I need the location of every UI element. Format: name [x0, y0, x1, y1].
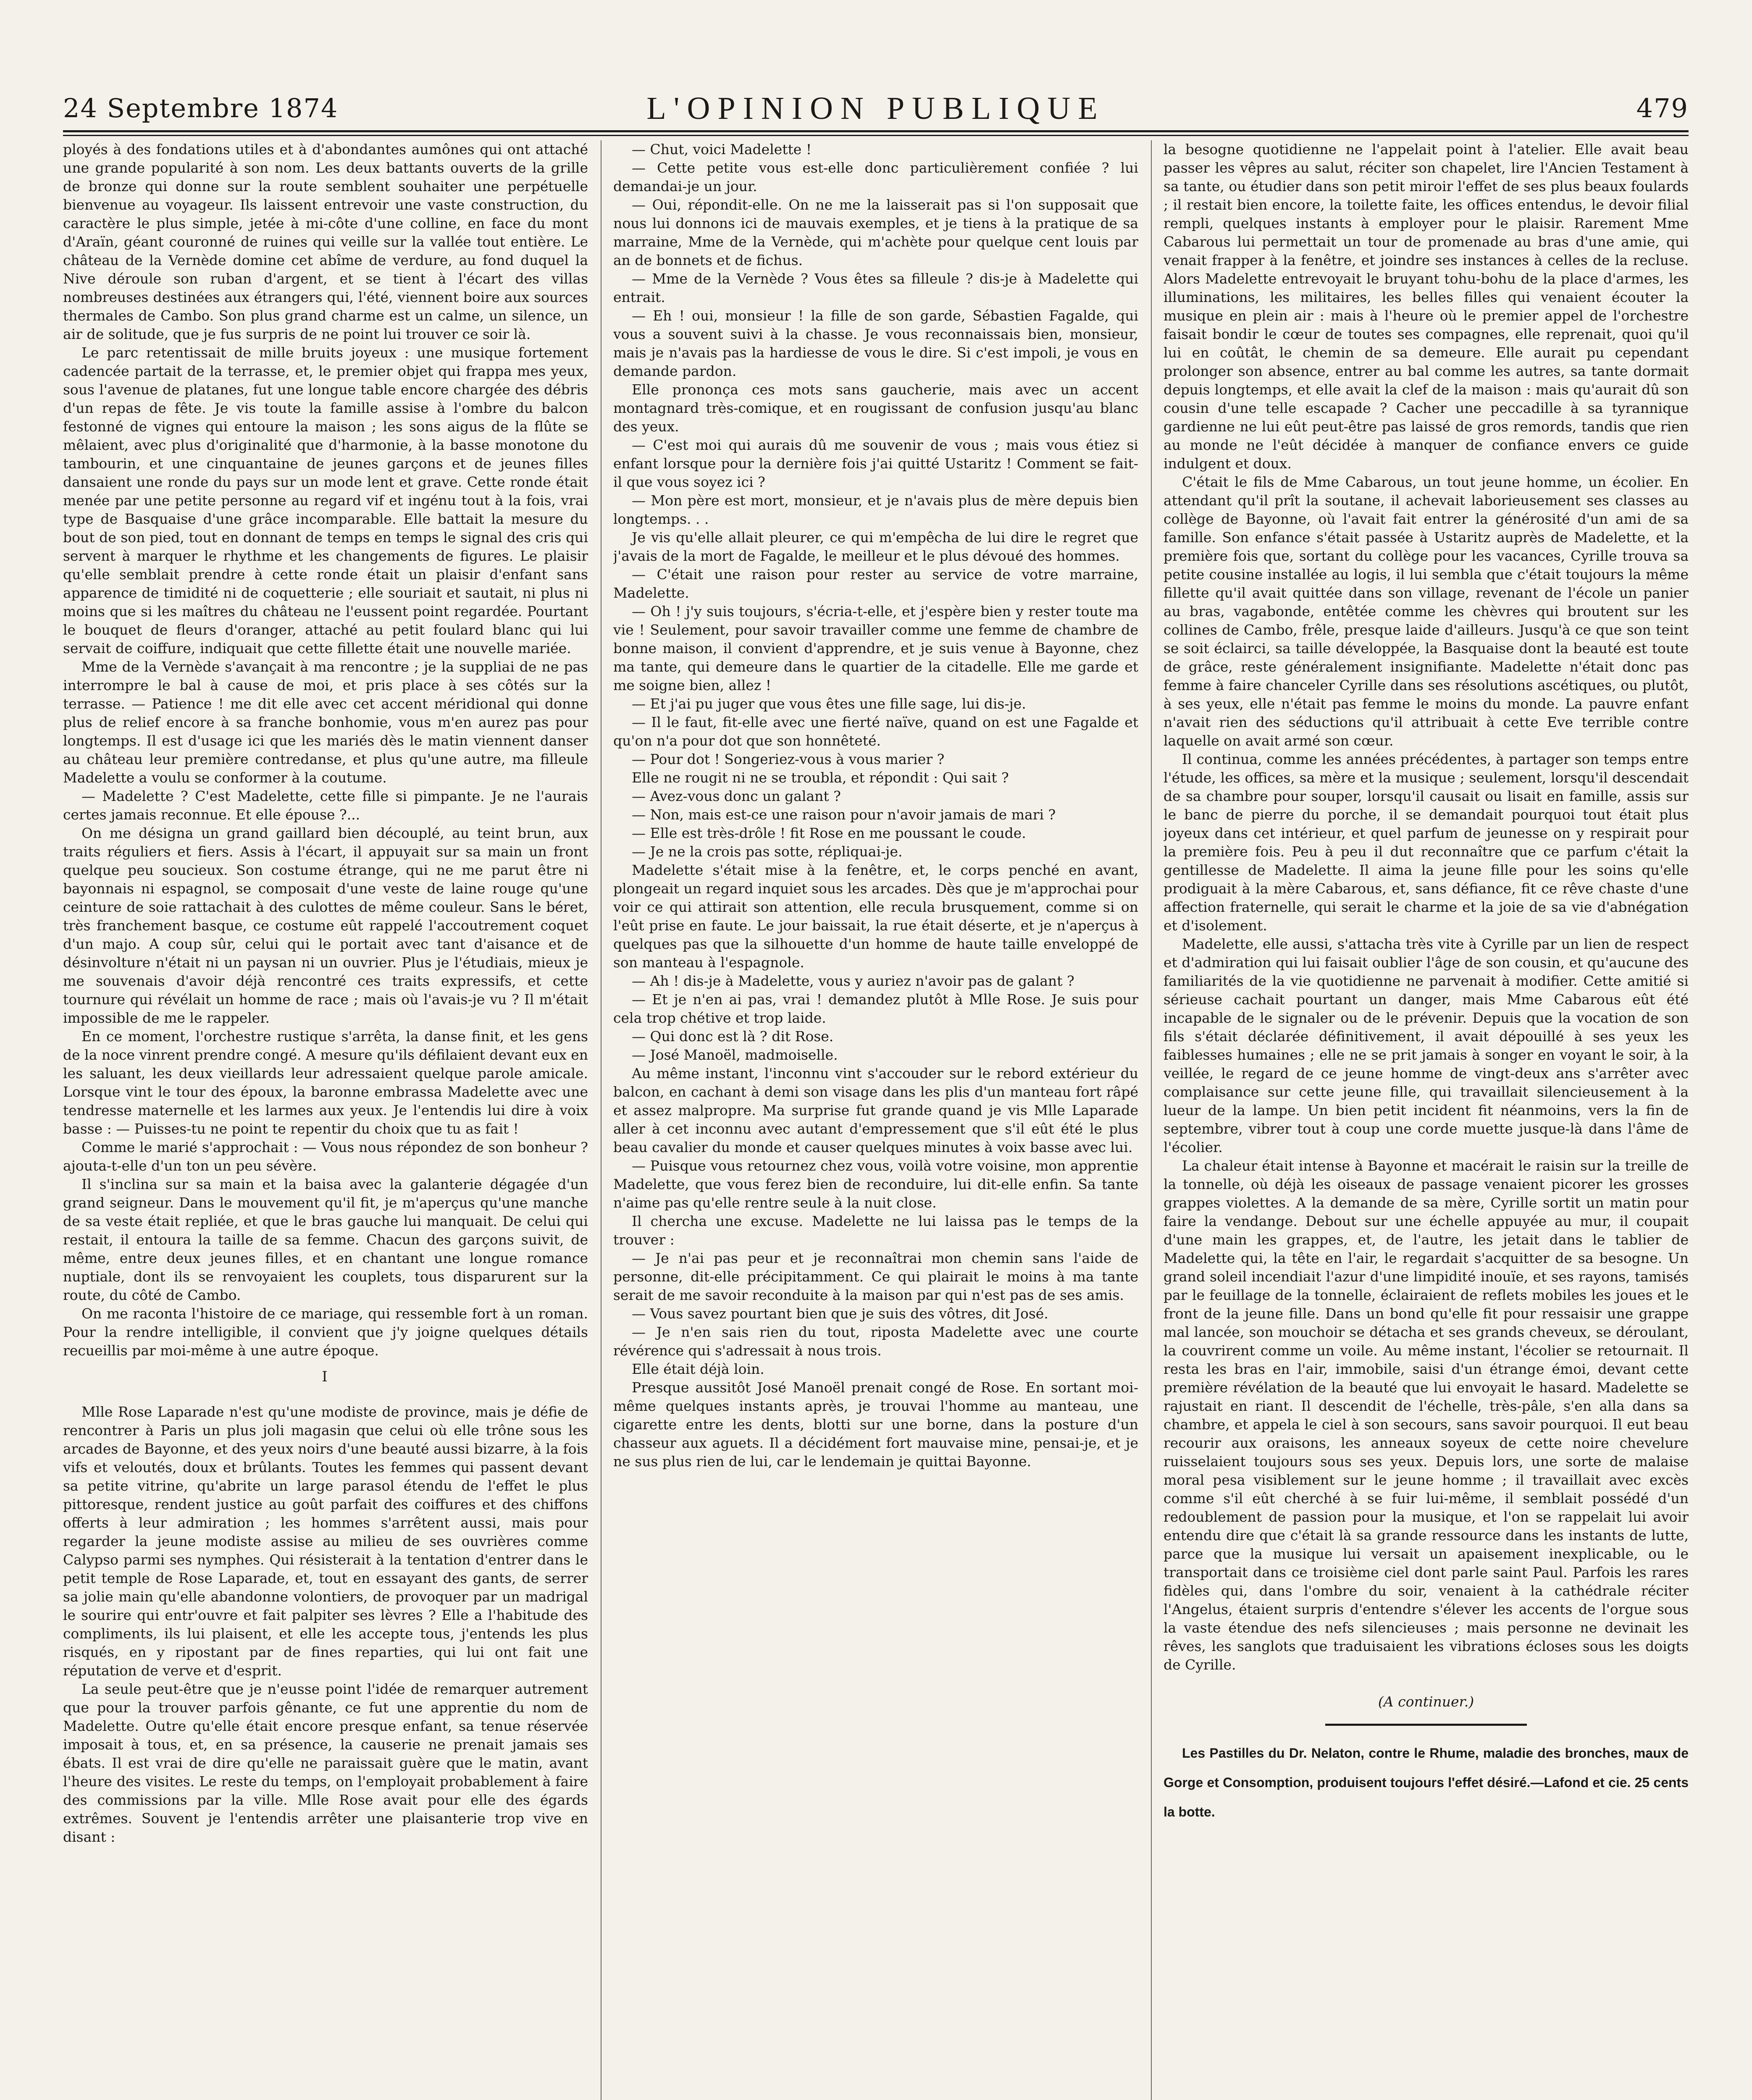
paragraph: On me désigna un grand gaillard bien découplé, au teint brun, aux traits réguliers et fiers. Assis à l'écart, il appuyait sur sa main un front quelque peu soucieux. Son costume étrange, qui ne me parut être ni bayonnais ni espagnol, se composait d'une veste de laine rouge qu'une ceinture de soie rattachait à des culottes de même couleur. Sans le béret, très franchement basque, ce costume eût rappelé l'accoutrement coquet d'un majo. A coup sûr, celui qui le portait avec tant d'aisance et de désinvolture n'était ni un paysan ni un ouvrier. Plus je l'étudiais, mieux je me souvenais d'avoir déjà rencontré ces traits expressifs, et cette tournure qui révélait un homme de race ; mais où l'avais-je vu ? Il m'était impossible de me le rappeler.: [63, 825, 588, 1026]
paragraph: — C'est moi qui aurais dû me souvenir de vous ; mais vous étiez si enfant lorsque pour la dernière fois j'ai quitté Ustaritz ! Comment se fait-il que vous soyez ici ?: [613, 437, 1138, 490]
paragraph: Elle ne rougit ni ne se troubla, et répondit : Qui sait ?: [632, 769, 1009, 786]
chapter-number: I: [322, 1368, 329, 1385]
paragraph: Au même instant, l'inconnu vint s'accouder sur le rebord extérieur du balcon, en cachant à demi son visage dans les plis d'un manteau fort râpé et assez malpropre. Ma surprise fut grande quand je vis Mlle Laparade aller à cet inconnu avec autant d'empressement que s'il eût été le plus beau cavalier du monde et causer quelques minutes à voix basse avec lui.: [613, 1065, 1138, 1155]
paragraph: — Cette petite vous est-elle donc particulièrement confiée ? lui demandai-je un jour.: [613, 160, 1138, 194]
paragraph: Il chercha une excuse. Madelette ne lui laissa pas le temps de la trouver :: [613, 1213, 1138, 1248]
paragraph: Il continua, comme les années précédentes, à partager son temps entre l'étude, les offices, sa mère et la musique ; seulement, lorsqu'il descendait de sa chambre pour souper, lorsqu'il causait ou lisait en famille, assis sur le banc de pierre du porche, il se demandait pourquoi tout était plus joyeux dans cet intérieur, et quel parfum de jeunesse on y respirait pour la première fois. Peu à peu il dut reconnaître que ce parfum c'était la gentillesse de Madelette. Il aima la jeune fille pour les soins qu'elle prodiguait à la mère Cabarous, et, sans défiance, fit ce rêve chaste d'une affection fraternelle, qui serait le charme et la joie de sa vie d'abnégation et d'isolement.: [1164, 751, 1689, 934]
column-1: [63, 140, 588, 2100]
paragraph: La seule peut-être que je n'eusse point l'idée de remarquer autrement que pour la trouver parfois gênante, ce fut une apprentie du nom de Madelette. Outre qu'elle était encore presque enfant, sa tenue réservée imposait à tous, et, en sa présence, la causerie ne prenait jamais ses ébats. Il est vrai de dire qu'elle ne paraissait guère que le matin, avant l'heure des visites. Le reste du temps, on l'employait probablement à faire des commissions par la ville. Mlle Rose avait pour elle des égards extrêmes. Souvent je l'entendis arrêter une plaisanterie trop vive en disant :: [63, 1681, 588, 1845]
paragraph: — Et je n'en ai pas, vrai ! demandez plutôt à Mlle Rose. Je suis pour cela trop chétive et trop laide.: [613, 991, 1138, 1026]
to-be-continued: (A continuer.): [1378, 1693, 1474, 1710]
paragraph: Mlle Rose Laparade n'est qu'une modiste de province, mais je défie de rencontrer à Paris un plus joli magasin que celui où elle trône sous les arcades de Bayonne, et des yeux noirs d'une beauté aussi bizarre, à la fois vifs et veloutés, doux et brûlants. Toutes les femmes qui passent devant sa petite vitrine, qu'abrite un large parasol étendu de l'effet le plus pittoresque, rendent justice au goût parfait des coiffures et des chiffons offerts à leur admiration ; les hommes s'arrêtent aussi, mais pour regarder la jeune modiste assise au milieu de ses ouvrières comme Calypso parmi ses nymphes. Qui résisterait à la tentation d'entrer dans le petit temple de Rose Laparade, et, tout en essayant des gants, de serrer sa jolie main qu'elle abandonne volontiers, de provoquer par un madrigal le sourire qui entr'ouvre et fait palpiter ses lèvres ? Elle a l'habitude des compliments, ils lui plaisent, et elle les accepte tous, j'entends les plus risqués, en y ripostant par de fines reparties, qui lui ont fait une réputation de verve et d'esprit.: [63, 1404, 588, 1679]
paragraph: — Oh ! j'y suis toujours, s'écria-t-elle, et j'espère bien y rester toute ma vie ! Seulement, pour savoir travailler comme une femme de chambre de bonne maison, il convient d'apprendre, et je suis venue à Bayonne, chez ma tante, qui demeure dans le quartier de la citadelle. Elle me garde et me soigne bien, allez !: [613, 603, 1138, 693]
paragraph: ployés à des fondations utiles et à d'abondantes aumônes qui ont attaché une grande popularité à son nom. Les deux battants ouverts de la grille de bronze qui donne sur la route semblent souhaiter une perpétuelle bienvenue au voyageur. Ils laissent entrevoir une vaste construction, du caractère le plus simple, jetée à mi-côte d'une colline, en face du mont d'Araïn, géant couronné de ruines qui veille sur la vallée tout entière. Le château de la Vernède domine cet abîme de verdure, au fond duquel la Nive déroule son ruban d'argent, et se tient à l'écart des villas nombreuses destinées aux étrangers qui, l'été, viennent boire aux sources thermales de Cambo. Son plus grand charme est un calme, un silence, un air de solitude, que je fus surpris de ne point lui trouver ce soir là.: [63, 141, 588, 342]
column-divider: [601, 140, 602, 2100]
paragraph: — Elle est très-drôle ! fit Rose en me poussant le coude.: [632, 825, 1026, 841]
paragraph: — Je ne la crois pas sotte, répliquai-je.: [632, 843, 903, 860]
paragraph: — Pour dot ! Songeriez-vous à vous marier ?: [632, 751, 945, 767]
paragraph: — Et j'ai pu juger que vous êtes une fille sage, lui dis-je.: [632, 696, 1026, 712]
paragraph: — Eh ! oui, monsieur ! la fille de son garde, Sébastien Fagalde, qui vous a souvent suivi à la chasse. Je vous reconnaissais bien, monsieur, mais je n'avais pas la hardiesse de vous le dire. Si c'est impoli, je vous en demande pardon.: [613, 307, 1138, 379]
paragraph: Madelette s'était mise à la fenêtre, et, le corps penché en avant, plongeait un regard inquiet sous les arcades. Dès que je m'approchai pour voir ce qui attirait son attention, elle recula brusquement, comme si on l'eût prise en faute. Le jour baissait, la rue était déserte, et je n'aperçus à quelques pas que la silhouette d'un homme de haute taille enveloppé de son manteau à l'espagnole.: [613, 862, 1138, 971]
paragraph: — Qui donc est là ? dit Rose.: [632, 1028, 834, 1045]
newspaper-title: L'OPINION PUBLIQUE: [646, 91, 1105, 126]
paragraph: — Madelette ? C'est Madelette, cette fille si pimpante. Je ne l'aurais certes jamais reconnue. Et elle épouse ?...: [63, 788, 588, 823]
header-rule: [63, 135, 1689, 136]
paragraph: Je vis qu'elle allait pleurer, ce qui m'empêcha de lui dire le regret que j'avais de la mort de Fagalde, le meilleur et le plus dévoué des hommes.: [613, 529, 1138, 564]
paragraph: Elle prononça ces mots sans gaucherie, mais avec un accent montagnard très-comique, et en rougissant de confusion jusqu'au blanc des yeux.: [613, 381, 1138, 435]
paragraph: — Ah ! dis-je à Madelette, vous y auriez n'avoir pas de galant ?: [632, 973, 1074, 989]
column-divider: [1151, 140, 1152, 2100]
paragraph: On me raconta l'histoire de ce mariage, qui ressemble fort à un roman. Pour la rendre intelligible, il convient que j'y joigne quelques détails recueillis par moi-même à une autre époque.: [63, 1305, 588, 1359]
paragraph: Presque aussitôt José Manoël prenait congé de Rose. En sortant moi-même quelques instants après, je trouvai l'homme au manteau, une cigarette entre les dents, blotti sur une borne, dans la posture d'un chasseur aux aguets. Il a décidément fort mauvaise mine, pensai-je, et je ne sus plus rien de lui, car le lendemain je quittai Bayonne.: [613, 1379, 1138, 1470]
paragraph: C'était le fils de Mme Cabarous, un tout jeune homme, un écolier. En attendant qu'il prît la soutane, il achevait laborieusement ses classes au collège de Bayonne, où l'avait fait entrer la générosité d'un ami de sa famille. Son enfance s'était passée à Ustaritz auprès de Madelette, et la première fois que, sortant du collège pour les vacances, Cyrille trouva sa petite cousine installée au logis, il lui sembla que c'était toujours la même fillette qu'il avait quittée dans son village, revenant de l'école un panier au bras, vagabonde, entêtée comme les chèvres qui broutent sur les collines de Cambo, frêle, presque laide d'ailleurs. Jusqu'à ce que son teint se soit éclairci, sa taille développée, la Basquaise dont la beauté est toute de grâce, reste généralement insignifiante. Madelette n'était donc pas femme à faire chanceler Cyrille dans ses résolutions ascétiques, ou plutôt, à ses yeux, elle n'était pas femme le moins du monde. La pauvre enfant n'avait rien des séductions qu'il attribuait à cette Eve terrible contre laquelle on avait armé son cœur.: [1164, 474, 1689, 749]
paragraph: Madelette, elle aussi, s'attacha très vite à Cyrille par un lien de respect et d'admiration qui lui faisait oublier l'âge de son cousin, et qu'aucune des familiarités de la vie quotidienne ne parvenait à modifier. Cette amitié si sérieuse cachait pourtant un danger, mais Mme Cabarous eût été incapable de le signaler ou de le prévenir. Depuis que la vocation de son fils s'était déclarée définitivement, il avait dépouillé à ses yeux les faiblesses humaines ; elle ne se prit jamais à songer en voyant le soir, à la veillée, le regard de ce jeune homme de vingt-deux ans s'arrêter avec complaisance sur cette jeune fille, qui travaillait silencieusement à la lueur de la lampe. Un bien petit incident fit néanmoins, vers la fin de septembre, vibrer tout à coup une corde muette jusque-là dans l'âme de l'écolier.: [1164, 936, 1689, 1155]
paragraph: — C'était une raison pour rester au service de votre marraine, Madelette.: [613, 566, 1138, 601]
paragraph: — Puisque vous retournez chez vous, voilà votre voisine, mon apprentie Madelette, que vous ferez bien de reconduire, lui dit-elle enfin. Sa tante n'aime pas qu'elle rentre seule à la nuit close.: [613, 1158, 1138, 1211]
paragraph: Elle était déjà loin.: [632, 1361, 764, 1377]
paragraph: Il s'inclina sur sa main et la baisa avec la galanterie dégagée d'un grand seigneur. Dans le mouvement qu'il fit, je m'aperçus qu'une manche de sa veste était repliée, et que le bras gauche lui manquait. De celui qui restait, il entoura la taille de sa femme. Chacun des garçons suivit, de même, entre deux jeunes filles, et en chantant une longue romance nuptiale, dont ils se renvoyaient les couplets, tous disparurent sur la route, du côté de Cambo.: [63, 1176, 588, 1303]
paragraph: Comme le marié s'approchait : — Vous nous répondez de son bonheur ? ajouta-t-elle d'un ton un peu sévère.: [63, 1139, 588, 1174]
paragraph: — Non, mais est-ce une raison pour n'avoir jamais de mari ?: [632, 806, 1056, 823]
article-columns: [63, 140, 1689, 2100]
paragraph: — Mme de la Vernède ? Vous êtes sa filleule ? dis-je à Madelette qui entrait.: [613, 270, 1138, 305]
column-3: [1164, 140, 1689, 2100]
page-number: 479: [1636, 93, 1689, 123]
column-2: [613, 140, 1138, 2100]
paragraph: — Il le faut, fit-elle avec une fierté naïve, quand on est une Fagalde et qu'on n'a pour dot que son honnêteté.: [613, 714, 1138, 749]
paragraph: En ce moment, l'orchestre rustique s'arrêta, la danse finit, et les gens de la noce vinrent prendre congé. A mesure qu'ils défilaient devant eux en les saluant, les deux vieillards leur adressaient quelque parole amicale. Lorsque vint le tour des époux, la baronne embrassa Madelette avec une tendresse maternelle et les larmes aux yeux. Je l'entendis lui dire à voix basse : — Puisses-tu ne point te repentir du choix que tu as fait !: [63, 1028, 588, 1137]
advert-separator: [1325, 1724, 1527, 1726]
paragraph: — Je n'en sais rien du tout, riposta Madelette avec une courte révérence qui s'adressait à nous trois.: [613, 1324, 1138, 1359]
paragraph: — Chut, voici Madelette !: [632, 141, 812, 158]
advertisement: Les Pastilles du Dr. Nelaton, contre le Rhume, maladie des bronches, maux de Gorge et Consomption, produisent toujours l'effet désiré.—Lafond et cie. 25 cents la botte.: [1164, 1746, 1689, 1819]
paragraph: — Vous savez pourtant bien que je suis des vôtres, dit José.: [632, 1305, 1048, 1322]
issue-date: 24 Septembre 1874: [63, 93, 339, 123]
paragraph: la besogne quotidienne ne l'appelait point à l'atelier. Elle avait beau passer les vêpres au salut, réciter son chapelet, lire l'Ancien Testament à sa tante, ou étudier dans son petit miroir l'effet de ses plus beaux foulards ; il restait bien encore, la toilette faite, les offices entendus, le devoir filial rempli, quelques instants à employer pour le plaisir. Rarement Mme Cabarous lui permettait un tour de promenade au bras d'une amie, qui venait frapper à la fenêtre, et joindre ses instances à celles de la recluse. Alors Madelette entrevoyait le bruyant tohu-bohu de la place d'armes, les illuminations, les militaires, les belles filles qui venaient écouter la musique en plein air : mais à l'heure où le premier appel de l'orchestre faisait bondir le cœur de toutes ses compagnes, elle reprenait, quoi qu'il lui en coûtât, le chemin de sa demeure. Elle aurait pu cependant prolonger son absence, entrer au bal comme les autres, sa tante dormait depuis longtemps, et elle avait la clef de la maison : mais qu'aurait dû son cousin d'une telle escapade ? Cacher une peccadille à sa tyrannique gardienne ne lui eût peut-être pas laissé de gros remords, tandis que rien au monde ne l'eût décidée à manquer de confiance envers ce guide indulgent et doux.: [1164, 141, 1689, 472]
masthead: [63, 84, 1689, 132]
paragraph: Le parc retentissait de mille bruits joyeux : une musique fortement cadencée partait de la terrasse, et, le premier objet qui frappa mes yeux, sous l'avenue de platanes, fut une longue table encore chargée des débris d'un repas de fête. Je vis toute la famille assise à l'ombre du balcon festonné de vignes qui entoure la maison ; les sons aigus de la flûte se mêlaient, avec plus d'originalité que d'harmonie, à la basse monotone du tambourin, et une cinquantaine de jeunes garçons et de jeunes filles dansaient une ronde du pays sur un mode lent et grave. Cette ronde était menée par une petite personne au regard vif et ingénu tout à la fois, vrai type de Basquaise d'une grâce incomparable. Elle battait la mesure du bout de son pied, tout en donnant de temps en temps le signal des cris qui servent à marquer le rhythme et les changements de figures. Le plaisir qu'elle semblait prendre à cette ronde était un plaisir d'enfant sans apparence de timidité ni de coquetterie ; elle souriait et sautait, ni plus ni moins que si les maîtres du château ne l'eussent point regardée. Pourtant le bouquet de fleurs d'oranger, attaché au petit foulard blanc qui lui servait de coiffure, indiquait que cette fillette était une nouvelle mariée.: [63, 344, 588, 656]
paragraph: La chaleur était intense à Bayonne et macérait le raisin sur la treille de la tonnelle, où déjà les oiseaux de passage venaient picorer les grosses grappes violettes. A la demande de sa mère, Cyrille sortit un matin pour faire la vendange. Debout sur une échelle appuyée au mur, il coupait d'une main les grappes, et, de l'autre, les jetait dans le tablier de Madelette qui, la tête en l'air, le regardait s'acquitter de sa besogne. Un grand soleil incendiait l'azur d'une limpidité inouïe, et ses rayons, tamisés par le feuillage de la tonnelle, éclairaient de reflets mobiles les joues et le front de la jeune fille. Dans un bond qu'elle fit pour ressaisir une grappe mal lancée, son mouchoir se détacha et ses grands cheveux, se déroulant, la couvrirent comme un voile. Au même instant, l'écolier se retournait. Il resta les bras en l'air, immobile, saisi d'un étrange émoi, devant cette première révélation de la beauté que lui envoyait le hasard. Madelette se rajustait en riant. Il descendit de l'échelle, très-pâle, s'en alla dans sa chambre, et appela le ciel à son secours, sans savoir pourquoi. Il eut beau recourir aux oraisons, les anneaux soyeux de cette noire chevelure ruisselaient toujours sous ses yeux. Depuis lors, une sorte de malaise moral pesa visiblement sur le jeune homme ; il travaillait avec excès comme s'il eût cherché à se fuir lui-même, il semblait possédé d'un redoublement de passion pour la musique, et l'on se rappelait lui avoir entendu dire que c'était là sa grande ressource dans les instants de lutte, parce que la musique lui versait un apaisement inexplicable, ou le transportait dans ce troisième ciel dont parle saint Paul. Parfois les rares fidèles qui, dans l'ombre du soir, venaient à la cathédrale réciter l'Angelus, étaient surpris d'entendre s'élever les accents de l'orgue sous la vaste étendue des nefs silencieuses ; mais personne ne devinait les rêves, les sanglots que traduisaient les vibrations écloses sous les doigts de Cyrille.: [1164, 1158, 1689, 1673]
paragraph: — Je n'ai pas peur et je reconnaîtrai mon chemin sans l'aide de personne, dit-elle précipitamment. Ce qui plairait le moins à ma tante serait de me savoir reconduite à la maison par qui n'est pas de ses amis.: [613, 1250, 1138, 1303]
newspaper-page: [63, 84, 1689, 2100]
paragraph: — Oui, répondit-elle. On ne me la laisserait pas si l'on supposait que nous lui donnons ici de mauvais exemples, et je tiens à la pratique de sa marraine, Mme de la Vernède, qui m'achète pour quelque cent louis par an de bonnets et de fichus.: [613, 197, 1138, 268]
paragraph: — Avez-vous donc un galant ?: [632, 788, 841, 804]
paragraph: — Mon père est mort, monsieur, et je n'avais plus de mère depuis bien longtemps. . .: [613, 492, 1138, 527]
paragraph: — José Manoël, madmoiselle.: [632, 1047, 838, 1063]
paragraph: Mme de la Vernède s'avançait à ma rencontre ; je la suppliai de ne pas interrompre le bal à cause de moi, et pris place à ses côtés sur la terrasse. — Patience ! me dit elle avec cet accent méridional qui donne plus de relief encore à sa franche bonhomie, vous m'en aurez pas pour longtemps. Il est d'usage ici que les mariés dès le matin viennent danser au château leur première contredanse, et plus qu'une autre, ma filleule Madelette a voulu se conformer à la coutume.: [63, 659, 588, 786]
